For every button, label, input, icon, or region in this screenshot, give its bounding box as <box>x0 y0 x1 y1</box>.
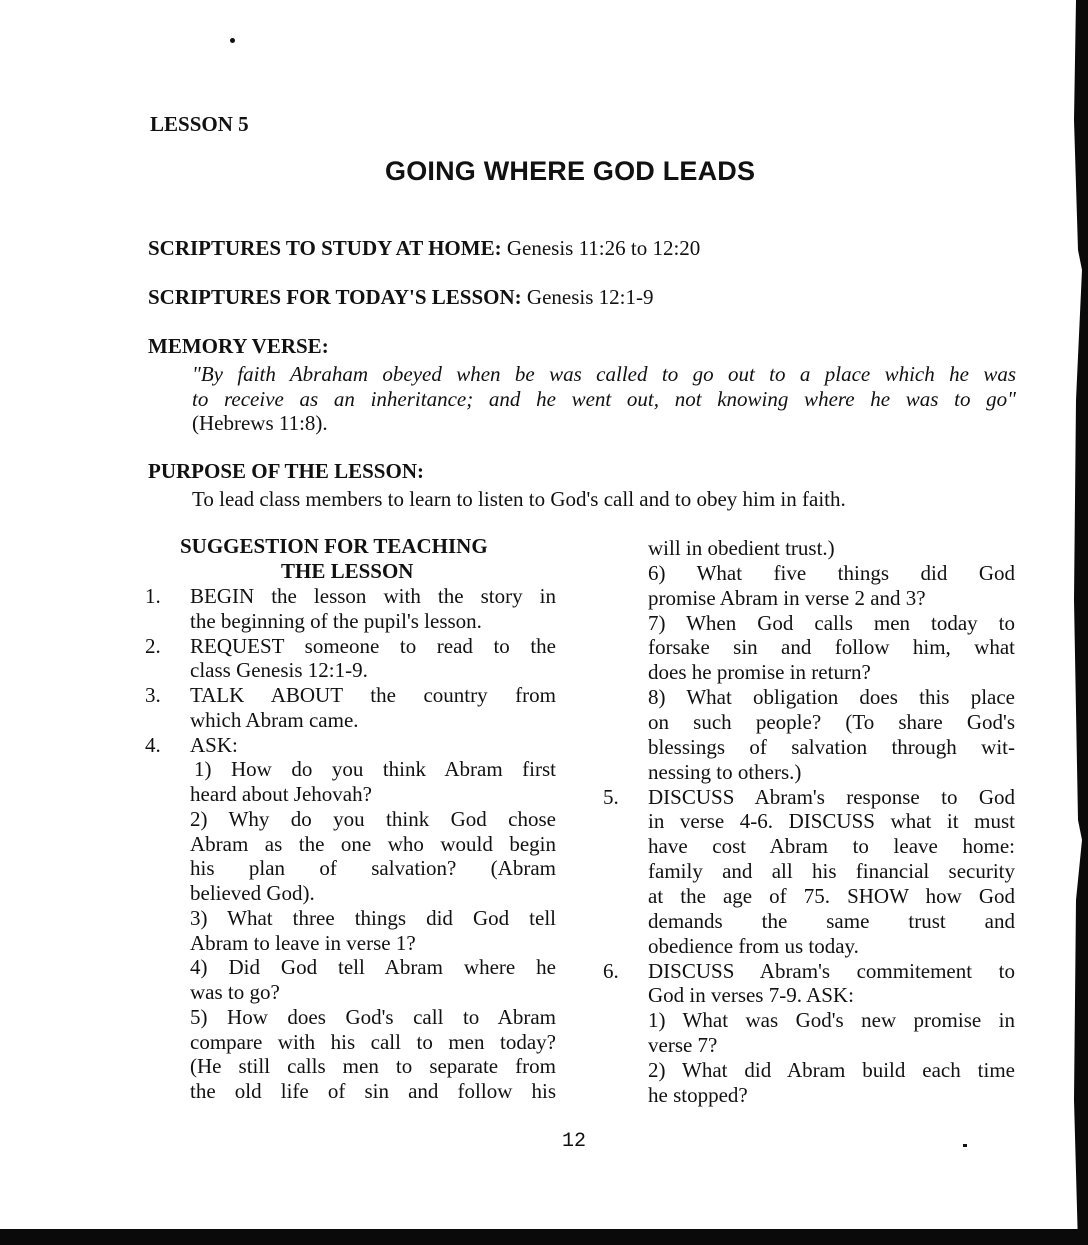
list-line <box>603 1058 1015 1082</box>
list-text: the beginning of the pupil's lesson. <box>190 608 482 633</box>
purpose-label: PURPOSE OF THE LESSON: <box>148 459 424 483</box>
list-text: 1) What was God's new promise in <box>648 1008 1015 1033</box>
list-line <box>145 1005 556 1029</box>
list-line <box>603 884 1015 908</box>
list-line <box>603 1008 1015 1032</box>
list-number: 1. <box>145 584 161 608</box>
list-text: TALK ABOUT the country from <box>190 683 556 707</box>
memory-verse-text: "By faith Abraham obeyed when be was called to go out to a place which he was <box>192 362 1016 386</box>
suggestion-heading-2: THE LESSON <box>281 559 414 583</box>
scriptures-home-value: Genesis 11:26 to 12:20 <box>506 236 701 260</box>
list-line <box>603 809 1015 833</box>
list-text: BEGIN the lesson with the story in <box>190 584 556 608</box>
list-line <box>145 708 556 732</box>
list-line <box>145 782 556 806</box>
stray-dot <box>230 38 235 43</box>
list-line <box>603 735 1015 759</box>
purpose-text: To lead class members to learn to listen to God's call and to obey him in faith. <box>192 487 846 511</box>
list-line <box>603 785 1015 809</box>
list-text: family and all his financial security <box>648 859 1015 884</box>
scriptures-today <box>148 285 653 310</box>
list-line <box>603 685 1015 709</box>
list-number: 3. <box>145 683 161 707</box>
list-text: 3) What three things did God tell <box>190 905 556 930</box>
list-line <box>603 660 1015 684</box>
list-text: does he promise in return? <box>648 660 871 685</box>
scriptures-today-value: Genesis 12:1-9 <box>526 285 654 309</box>
list-line <box>603 934 1015 958</box>
list-line <box>603 536 1015 560</box>
memory-verse-reference: (Hebrews 11:8). <box>192 411 328 435</box>
list-line <box>603 834 1015 858</box>
list-text: 5) How does God's call to Abram <box>190 1004 556 1029</box>
list-text: obedience from us today. <box>648 933 859 958</box>
page-binding-edge <box>1070 0 1088 1245</box>
list-number: 4. <box>145 732 161 757</box>
list-line <box>145 980 556 1004</box>
list-text: at the age of 75. SHOW how God <box>648 884 1015 909</box>
memory-verse-line <box>192 362 1016 386</box>
list-text: his plan of salvation? (Abram <box>190 856 556 881</box>
list-text: class Genesis 12:1-9. <box>190 658 368 683</box>
list-text: the old life of sin and follow his <box>190 1079 556 1103</box>
list-text: demands the same trust and <box>648 908 1015 933</box>
list-line <box>145 1079 556 1103</box>
list-line <box>603 710 1015 734</box>
lesson-label: LESSON 5 <box>150 112 249 136</box>
list-line <box>145 856 556 880</box>
list-text: Abram as the one who would begin <box>190 831 556 856</box>
page-number: 12 <box>562 1130 587 1153</box>
list-text: heard about Jehovah? <box>190 782 372 806</box>
list-line <box>145 683 556 707</box>
list-text: God in verses 7-9. ASK: <box>648 983 854 1008</box>
list-text: in verse 4-6. DISCUSS what it must <box>648 809 1015 834</box>
memory-verse-label: MEMORY VERSE: <box>148 334 329 358</box>
list-text: DISCUSS Abram's response to God <box>648 784 1015 809</box>
list-text: 8) What obligation does this place <box>648 685 1015 710</box>
list-line <box>603 611 1015 635</box>
list-text: 2) Why do you think God chose <box>190 806 556 831</box>
list-text: ASK: <box>190 732 238 757</box>
list-text: REQUEST someone to read to the <box>190 633 556 658</box>
scan-bottom-edge <box>0 1229 1088 1245</box>
list-line <box>603 909 1015 933</box>
list-line <box>145 881 556 905</box>
page-title: GOING WHERE GOD LEADS <box>385 156 756 186</box>
list-text: will in obedient trust.) <box>648 536 835 560</box>
list-text: believed God). <box>190 881 315 905</box>
memory-verse-text: to receive as an inheritance; and he went out, not knowing where he was to go" <box>192 387 1016 411</box>
list-line <box>145 658 556 682</box>
list-line <box>603 859 1015 883</box>
list-line <box>145 733 556 757</box>
list-line <box>145 832 556 856</box>
list-line <box>603 635 1015 659</box>
scriptures-home <box>148 236 700 261</box>
memory-verse-line <box>192 387 1016 411</box>
list-line <box>145 1054 556 1078</box>
list-text: nessing to others.) <box>648 759 802 784</box>
list-line <box>603 561 1015 585</box>
list-text: 6) What five things did God <box>648 560 1015 585</box>
list-line <box>145 955 556 979</box>
scriptures-home-label: SCRIPTURES TO STUDY AT HOME: <box>148 236 502 260</box>
list-text: Abram to leave in verse 1? <box>190 930 416 955</box>
list-text: was to go? <box>190 980 280 1004</box>
list-line <box>145 931 556 955</box>
list-line <box>603 760 1015 784</box>
list-line <box>145 584 556 608</box>
list-text: forsake sin and follow him, what <box>648 635 1015 660</box>
scriptures-today-label: SCRIPTURES FOR TODAY'S LESSON: <box>148 285 522 309</box>
list-text: DISCUSS Abram's commitement to <box>648 958 1015 983</box>
list-line <box>603 959 1015 983</box>
list-text: have cost Abram to leave home: <box>648 834 1015 859</box>
list-text: promise Abram in verse 2 and 3? <box>648 585 926 610</box>
list-text: he stopped? <box>648 1082 748 1107</box>
list-text: 1) How do you think Abram first <box>194 757 556 782</box>
list-text: which Abram came. <box>190 707 359 732</box>
list-text: blessings of salvation through wit- <box>648 734 1015 759</box>
list-line <box>145 757 556 781</box>
list-line <box>603 1083 1015 1107</box>
list-line <box>145 807 556 831</box>
list-text: 2) What did Abram build each time <box>648 1058 1015 1083</box>
stray-dot <box>963 1144 967 1147</box>
list-line <box>145 634 556 658</box>
list-number: 6. <box>603 958 619 983</box>
list-line <box>145 906 556 930</box>
list-number: 5. <box>603 784 619 809</box>
list-number: 2. <box>145 633 161 658</box>
suggestion-heading: SUGGESTION FOR TEACHING <box>180 534 488 558</box>
list-line <box>603 983 1015 1007</box>
list-line <box>145 1030 556 1054</box>
list-text: verse 7? <box>648 1033 718 1058</box>
list-text: 4) Did God tell Abram where he <box>190 955 556 980</box>
list-text: on such people? (To share God's <box>648 710 1015 735</box>
list-line <box>603 586 1015 610</box>
list-text: 7) When God calls men today to <box>648 610 1015 635</box>
list-line <box>603 1033 1015 1057</box>
list-text: compare with his call to men today? <box>190 1029 556 1054</box>
list-text: (He still calls men to separate from <box>190 1054 556 1079</box>
list-line <box>145 609 556 633</box>
